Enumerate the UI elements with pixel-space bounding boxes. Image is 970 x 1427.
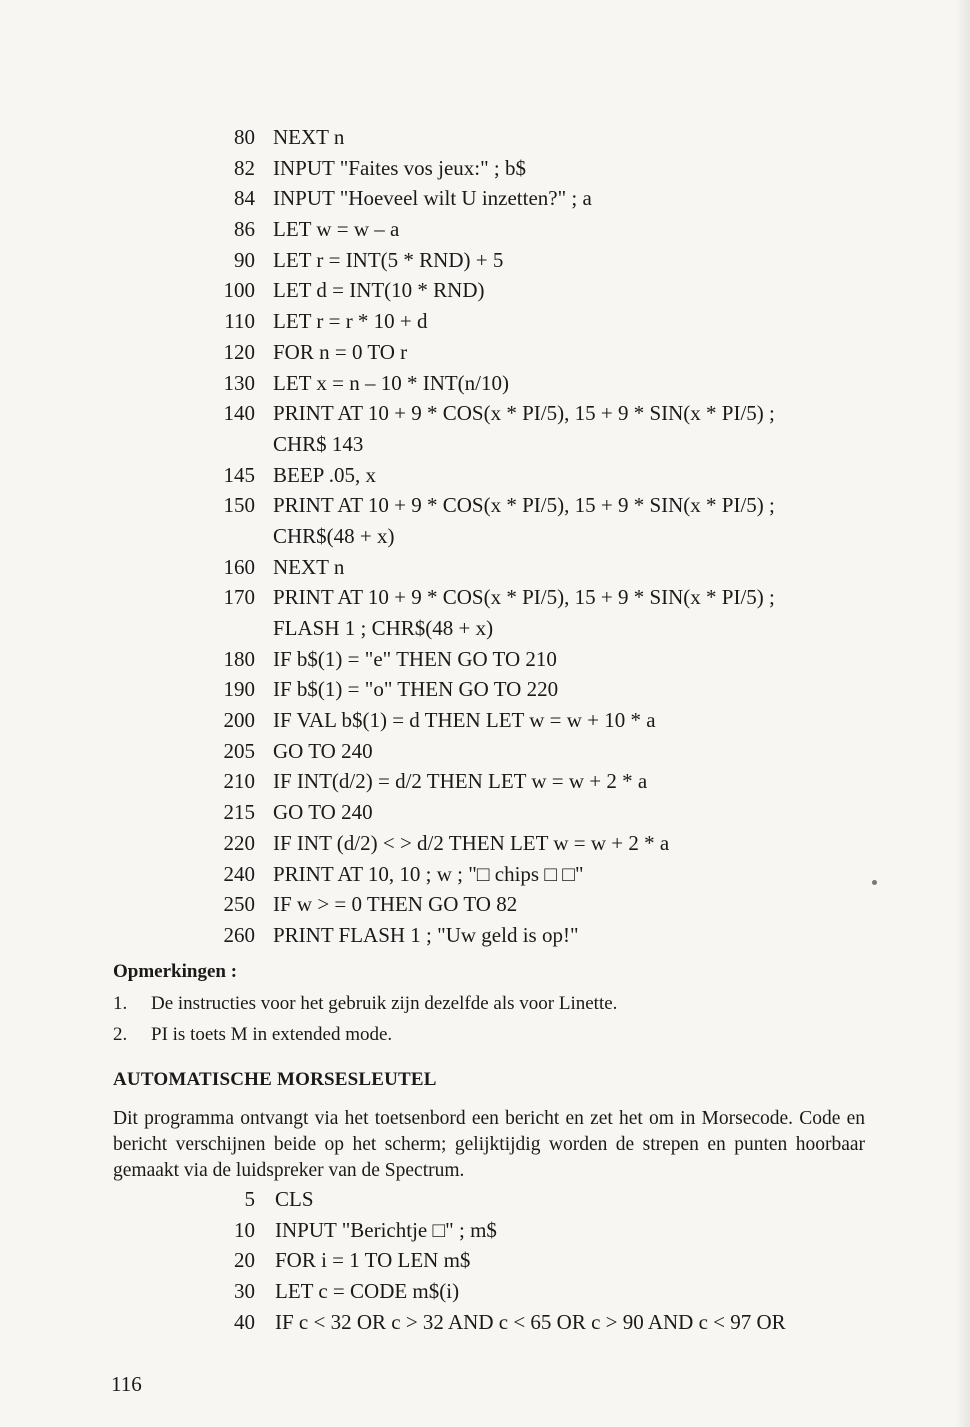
- line-number: 150: [223, 493, 255, 518]
- line-number: 5: [244, 1187, 255, 1211]
- code-text: PRINT AT 10 + 9 * COS(x * PI/5), 15 + 9 * SIN(x * PI/5) ;: [273, 401, 775, 426]
- remarks-title: Opmerkingen :: [113, 961, 238, 982]
- line-number: 215: [223, 800, 255, 825]
- code-text: IF b$(1) = "o" THEN GO TO 220: [273, 677, 559, 702]
- code-text: PRINT AT 10, 10 ; w ; "□ chips □ □": [273, 861, 584, 886]
- code-text: IF INT(d/2) = d/2 THEN LET w = w + 2 * a: [273, 769, 648, 794]
- code-text: IF VAL b$(1) = d THEN LET w = w + 10 * a: [273, 708, 656, 733]
- line-number: 260: [223, 922, 255, 947]
- line-number: 84: [234, 186, 255, 211]
- line-number: 140: [223, 401, 255, 426]
- code-text: GO TO 240: [273, 738, 373, 763]
- code-text: PRINT FLASH 1 ; "Uw geld is op!": [273, 922, 579, 947]
- line-number: 100: [223, 278, 255, 303]
- line-number: 130: [223, 370, 255, 395]
- code-text: INPUT "Hoeveel wilt U inzetten?" ; a: [273, 186, 592, 211]
- code-text: FOR n = 0 TO r: [273, 339, 408, 364]
- line-number: 20: [234, 1248, 255, 1273]
- code-text: CHR$ 143: [273, 431, 364, 456]
- line-number: 250: [223, 892, 255, 917]
- section-paragraph: Dit programma ontvangt via het toetsenbord een bericht en zet het om in Morsecode. Code en bericht verschijnen beide op het scherm; gelijktijdig worden de strepen en punten hoorbaar gemaakt via de luidspreker van de Spectrum.: [113, 1108, 865, 1181]
- code-text: FOR i = 1 TO LEN m$: [275, 1248, 471, 1273]
- line-number: 10: [234, 1217, 255, 1242]
- code-text: IF b$(1) = "e" THEN GO TO 210: [273, 646, 557, 671]
- code-text: LET c = CODE m$(i): [275, 1279, 460, 1304]
- code-text: LET w = w – a: [273, 217, 400, 242]
- code-text: LET x = n – 10 * INT(n/10): [273, 370, 510, 395]
- page-edge-shadow: [956, 0, 970, 1427]
- code-text: BEEP .05, x: [273, 462, 377, 487]
- code-text: CHR$(48 + x): [273, 523, 395, 548]
- code-text: FLASH 1 ; CHR$(48 + x): [273, 616, 494, 640]
- code-text: INPUT "Berichtje □" ; m$: [275, 1217, 497, 1242]
- line-number: 120: [223, 339, 255, 364]
- line-number: 240: [223, 861, 255, 886]
- line-number: 90: [234, 247, 255, 272]
- line-number: 40: [234, 1309, 255, 1334]
- code-text: NEXT n: [273, 125, 345, 149]
- line-number: 80: [234, 125, 255, 149]
- line-number: 200: [223, 708, 255, 733]
- code-text: LET r = r * 10 + d: [273, 309, 428, 334]
- code-text: IF w > = 0 THEN GO TO 82: [273, 892, 518, 917]
- line-number: 220: [223, 830, 255, 855]
- code-text: CLS: [275, 1187, 314, 1211]
- line-number: 170: [223, 585, 255, 610]
- code-text: NEXT n: [273, 554, 345, 579]
- remark-text: PI is toets M in extended mode.: [151, 1024, 393, 1045]
- code-text: GO TO 240: [273, 800, 373, 825]
- line-number: 82: [234, 155, 255, 180]
- section-heading: AUTOMATISCHE MORSESLEUTEL: [113, 1069, 437, 1090]
- line-number: 30: [234, 1279, 255, 1304]
- remark-text: De instructies voor het gebruik zijn dezelfde als voor Linette.: [151, 993, 618, 1014]
- line-number: 180: [223, 646, 255, 671]
- line-number: 190: [223, 677, 255, 702]
- remark-item: [113, 993, 617, 1015]
- remark-number: 2.: [113, 1024, 128, 1045]
- line-number: 205: [223, 738, 255, 763]
- line-number: 86: [234, 217, 255, 242]
- remark-item: [113, 1024, 392, 1046]
- line-number: 145: [223, 462, 255, 487]
- page-number: 116: [111, 1372, 142, 1396]
- line-number: 110: [224, 309, 255, 334]
- code-text: PRINT AT 10 + 9 * COS(x * PI/5), 15 + 9 * SIN(x * PI/5) ;: [273, 585, 775, 610]
- print-speck: [872, 880, 877, 885]
- code-text: IF c < 32 OR c > 32 AND c < 65 OR c > 90 AND c < 97 OR: [275, 1309, 786, 1334]
- code-text: INPUT "Faites vos jeux:" ; b$: [273, 155, 527, 180]
- line-number: 210: [223, 769, 255, 794]
- line-number: 160: [223, 554, 255, 579]
- code-text: LET d = INT(10 * RND): [273, 278, 485, 303]
- code-text: PRINT AT 10 + 9 * COS(x * PI/5), 15 + 9 * SIN(x * PI/5) ;: [273, 493, 775, 518]
- code-text: IF INT (d/2) < > d/2 THEN LET w = w + 2 * a: [273, 830, 670, 855]
- remark-number: 1.: [113, 993, 128, 1014]
- code-text: LET r = INT(5 * RND) + 5: [273, 247, 504, 272]
